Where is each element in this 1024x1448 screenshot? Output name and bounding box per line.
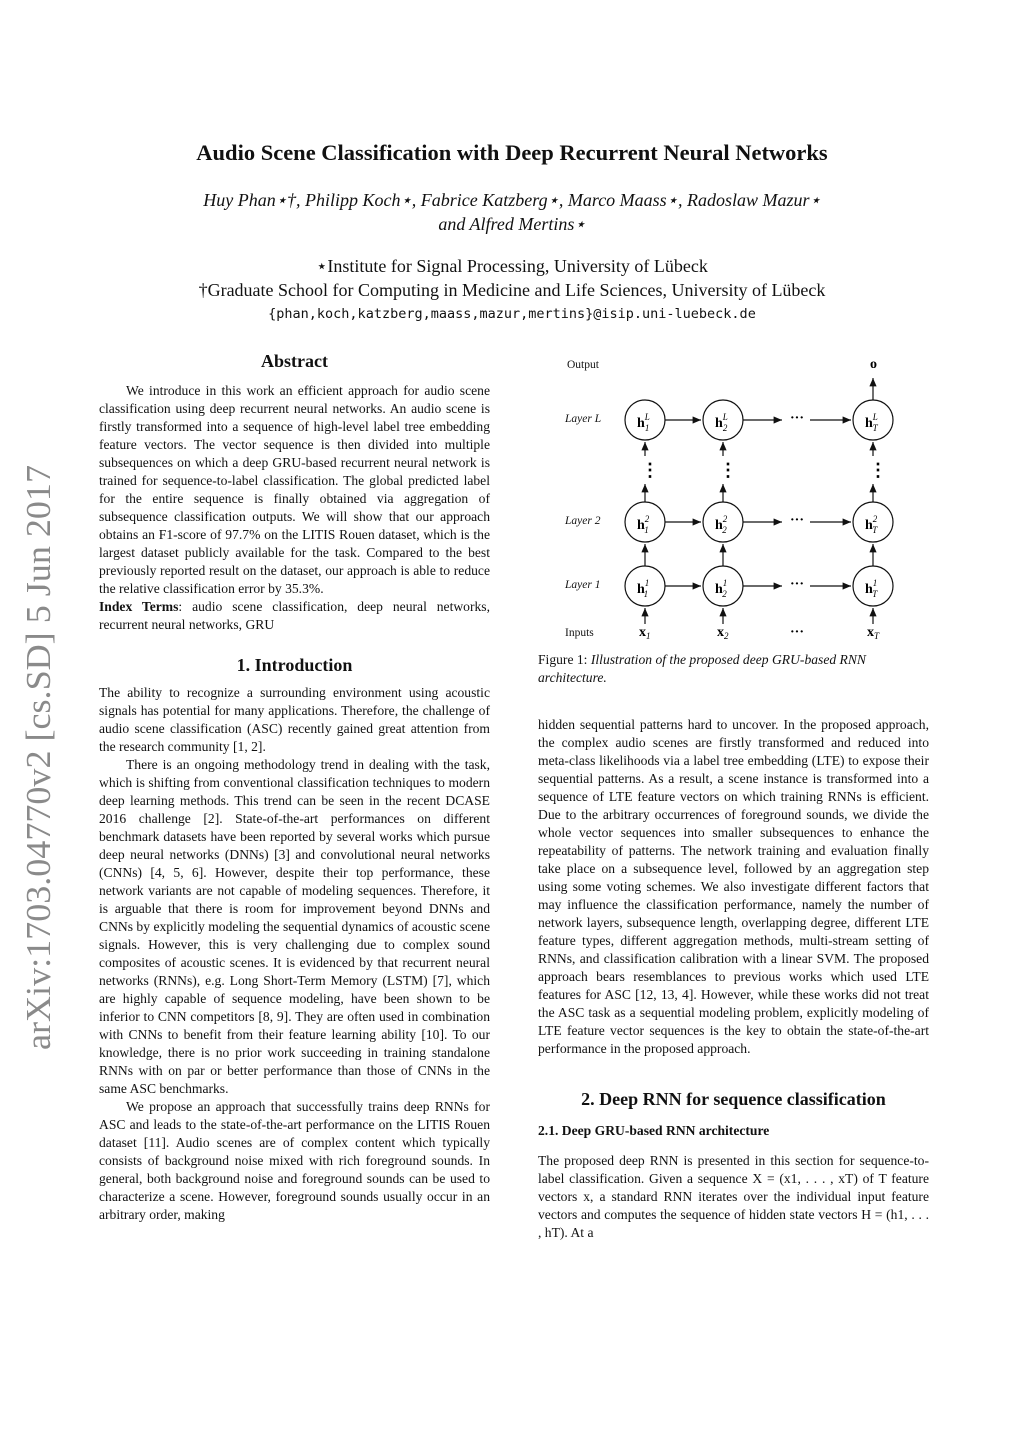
introduction-heading: 1. Introduction xyxy=(236,655,353,675)
ellipsis-layer-2: ··· xyxy=(790,513,805,528)
node-hL1-label: $h^L$ 1 xyxy=(637,412,650,433)
input-x1: $x_1$ xyxy=(639,625,651,641)
abstract-heading: Abstract xyxy=(261,351,328,371)
section-2-heading: 2. Deep RNN for sequence classification xyxy=(581,1089,886,1109)
figure-1-caption xyxy=(538,651,930,687)
input-x2: $x_2$ xyxy=(717,625,729,641)
vdots-col-1: ⋮ xyxy=(641,460,659,480)
figure-1-gru-diagram xyxy=(540,352,940,652)
node-h12-label: $h^1$ 2 xyxy=(715,578,728,599)
layer-1-row xyxy=(625,566,893,606)
author-list xyxy=(120,188,904,236)
figure-1-caption-text: Illustration of the proposed deep GRU-based RNN architecture. xyxy=(538,652,866,685)
node-h11-label: $h^1$ 1 xyxy=(637,578,649,599)
right-column xyxy=(538,716,929,1242)
ellipsis-inputs: ··· xyxy=(790,625,805,640)
node-hL2-label: $h^L$ 2 xyxy=(715,412,728,433)
affiliations xyxy=(80,254,944,302)
node-h2T-label: $h^2$ T xyxy=(865,514,878,535)
vdots-col-T: ⋮ xyxy=(869,460,887,480)
row-label-layer-L: Layer L xyxy=(565,413,602,425)
index-terms-label: Index Terms xyxy=(99,599,179,614)
row-label-layer-1: Layer 1 xyxy=(565,579,601,591)
layer-2-row xyxy=(625,502,893,542)
node-h22-label: $h^2$ 2 xyxy=(715,514,728,535)
paper-title: Audio Scene Classification with Deep Recurrent Neural Networks xyxy=(196,140,828,165)
abstract-text: We introduce in this work an efficient approach for audio scene classification using deep recurrent neural networks. An audio scene is firstly transformed into a sequence of high-level label tree embedding feature vectors. The vector sequence is then divided into multiple subsequences on which a deep GRU-based recurrent neural network is trained for sequence-to-label classification. The global predicted label for the entire sequence is finally obtained via aggregation of subsequence classification outputs. We will show that our approach obtains an F1-score of 97.7% on the LITIS Rouen dataset, which is the largest dataset publicly available for the task. Compared to the best previously reported result on the dataset, our approach is able to reduce the relative classification error by 35.3%. xyxy=(99,383,490,596)
authors-line-1: Huy Phan⋆†, Philipp Koch⋆, Fabrice Katzberg⋆, Marco Maass⋆, Radoslaw Mazur⋆ xyxy=(203,190,821,210)
index-terms-text: : audio scene classification, deep neural networks, recurrent neural networks, GRU xyxy=(99,599,490,632)
figure-1-caption-label: Figure 1: xyxy=(538,652,588,667)
output-node: o xyxy=(870,357,877,372)
input-xT: $x_T$ xyxy=(867,625,880,641)
subsection-2-1-heading: 2.1. Deep GRU-based RNN architecture xyxy=(538,1123,770,1138)
node-h1T-label: $h^1$ T xyxy=(865,578,878,599)
affiliation-2: †Graduate School for Computing in Medicine and Life Sciences, University of Lübeck xyxy=(198,280,826,300)
affiliation-1: ⋆Institute for Signal Processing, University of Lübeck xyxy=(316,256,708,276)
vdots-col-2: ⋮ xyxy=(719,460,737,480)
ellipsis-layer-L: ··· xyxy=(790,411,805,426)
right-paragraph-1: hidden sequential patterns hard to uncover. In the proposed approach, the complex audio scenes are firstly transformed and reduced into meta-class likelihoods via a label tree embedding (LTE) to expose their sequential patterns. As a result, a scene instance is transformed into a sequence of LTE feature vectors on which training RNNs is efficient. Due to the arbitrary occurrences of foreground sounds, we divide the whole vector sequences into smaller subsequences to enhance the repeatability of patterns. The network training and evaluation finally take place on a subsequence level, followed by an aggregation step using some voting schemes. We also investigate different factors that may influence the classification performance, namely the number of network layers, subsequence length, overlapping degree, different LTE feature types, different aggregation methods, multi-stream setting of RNNs, and classification calibration with a linear SVM. The proposed approach bears resemblances to previous works which used LTE features for ASC [12, 13, 4]. However, while these works did not treat the ASC task as a sequential modeling problem, explicitly modeling of LTE feature vector sequences is the key to obtain the state-of-the-art performance in the proposed approach. xyxy=(538,717,929,1056)
intro-paragraph-2: There is an ongoing methodology trend in dealing with the task, which is shifting from conventional classification techniques to modern deep learning methods. This trend can be seen in the recent DCASE 2016 challenge [2]. State-of-the-art performances on different benchmark datasets have been reported by several works which pursue deep neural networks (DNNs) [3] and convolutional neural networks (CNNs) [4, 5, 6]. However, despite their top performance, these network variants are not capable of modeling sequences. Therefore, it is arguable that there is room for improvement beyond DNNs and CNNs by explicitly modeling the sequential dynamics of acoustic scene signals. However, this is very challenging due to complex sound composites of acoustic scenes. It is evidenced by that recurrent neural networks (RNNs), e.g. Long Short-Term Memory (LSTM) [7], which are highly capable of sequence modeling, have been shown to be inferior to CNN competitors [8, 9]. They are often used in combination with CNNs to benefit from their feature learning ability [10]. To our knowledge, there is no prior work succeeding in training standalone RNNs with on par or better performance than those of CNNs in the same ASC benchmarks. xyxy=(99,757,490,1096)
authors-line-2: and Alfred Mertins⋆ xyxy=(438,214,586,234)
layer-L-row xyxy=(625,400,893,440)
left-column xyxy=(99,352,490,1224)
node-h21-label: $h^2$ 1 xyxy=(637,514,650,535)
intro-paragraph-3: We propose an approach that successfully trains deep RNNs for ASC and leads to the state-of-the-art performance on the LITIS Rouen dataset [11]. Audio scenes are of complex content which typically consists of background noise mixed with rich foreground sounds. In general, both background noise and foreground sounds can be used to characterize a scene. However, foreground sounds usually occur in an arbitrary order, making xyxy=(99,1099,490,1222)
intro-paragraph-1: The ability to recognize a surrounding environment using acoustic signals has potential for many applications. Therefore, the challenge of audio scene classification (ASC) recently gained great attention from the research community [1, 2]. xyxy=(99,685,490,754)
row-label-layer-2: Layer 2 xyxy=(565,515,601,527)
ellipsis-layer-1: ··· xyxy=(790,577,805,592)
row-label-output: Output xyxy=(567,359,599,371)
author-emails: {phan,koch,katzberg,maass,mazur,mertins}@isip.uni-luebeck.de xyxy=(268,306,756,322)
row-label-inputs: Inputs xyxy=(565,627,594,639)
section-2-1-text: The proposed deep RNN is presented in this section for sequence-to-label classification. Given a sequence X = (x1, . . . , xT) of T feature vectors x, a standard RNN iterates over the individual input feature vectors and computes the sequence of hidden state vectors H = (h1, . . . , hT). At a xyxy=(538,1153,929,1240)
arxiv-stamp xyxy=(4,465,64,1050)
node-hLT-label: $h^L$ T xyxy=(865,412,878,433)
index-terms xyxy=(99,598,490,634)
arxiv-stamp-text: arXiv:1703.04770v2 [cs.SD] 5 Jun 2017 xyxy=(19,482,58,1050)
